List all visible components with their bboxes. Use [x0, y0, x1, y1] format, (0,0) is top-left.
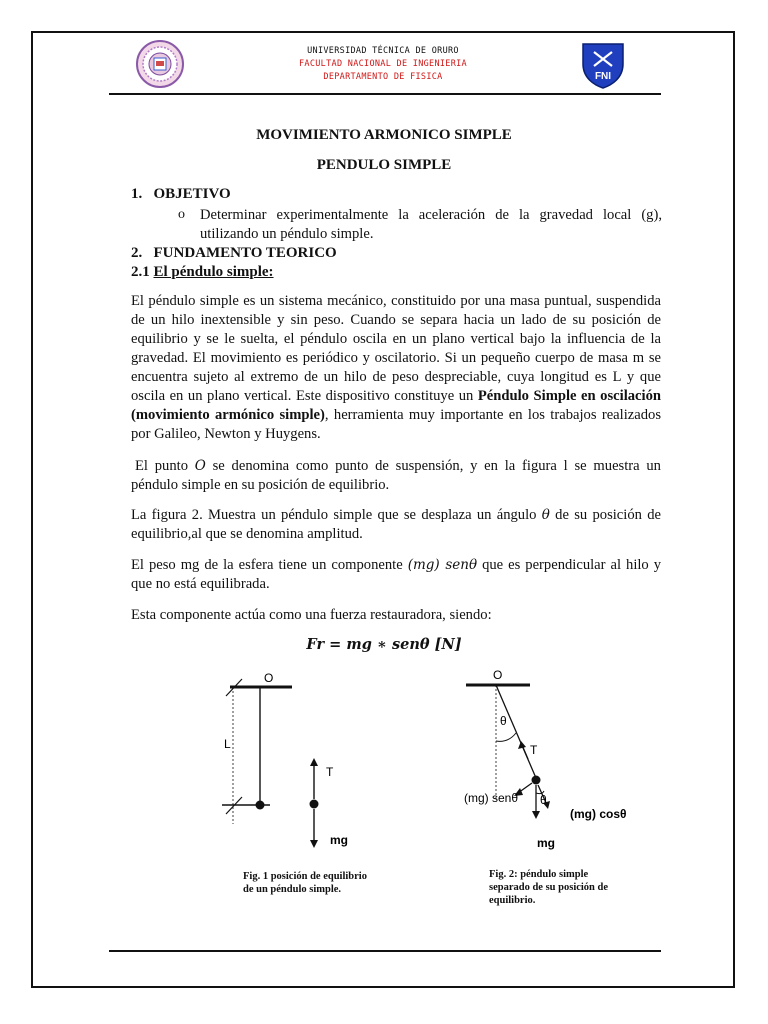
fig2-label-mgcos: (mg) cosθ — [570, 807, 627, 821]
section1-heading: 1. OBJETIVO — [131, 186, 231, 202]
figure-2-diagram — [450, 665, 640, 855]
mg-sen-symbol: (mg) senθ — [407, 557, 478, 573]
paragraph-4-text-a: El peso mg de la esfera tiene un componente — [131, 557, 408, 573]
paragraph-1-bold: Péndulo Simple en oscilación (movimiento armónico simple) — [131, 388, 661, 423]
fig1-tension-arrowhead — [310, 758, 318, 766]
header-faculty: FACULTAD NACIONAL DE INGENIERIA — [299, 59, 467, 69]
bullet-icon: o — [178, 207, 185, 222]
section2-1-heading — [131, 264, 274, 281]
fig2-label-theta: θ — [500, 714, 507, 728]
fig1-bob — [256, 801, 265, 810]
paragraph-4 — [131, 556, 661, 594]
header-university: UNIVERSIDAD TÉCNICA DE ORURO — [307, 46, 459, 56]
fig1-weight-arrowhead — [310, 840, 318, 848]
fig2-label-theta-2: θ — [540, 793, 547, 807]
section2-heading: 2. FUNDAMENTO TEORICO — [131, 245, 337, 261]
fig2-tension-arrowhead — [518, 741, 526, 749]
paragraph-3-text-a: La figura 2. Muestra un péndulo simple que se desplaza un ángulo — [131, 507, 542, 523]
point-o-symbol: O — [194, 458, 206, 474]
paragraph-1-text-a: El péndulo simple es un sistema mecánico, constituido por una masa puntual, suspendida de un hilo inextensible y sin peso. Cuando se separa hacia un lado de su posición de equilibrio y se le suelta, el péndulo oscila en un plano vertical bajo la influencia de la gravedad. El movimiento es periódico y oscilatorio. Si un pequeño cuerpo de masa m se encuentra sujeto al extremo de un hilo de peso despreciable, cuya longitud es L y que oscila en un plano vertical. Este dispositivo constituye un — [131, 293, 661, 404]
fig2-angle-arc — [496, 733, 516, 741]
fig2-string — [496, 685, 536, 778]
section2-1-title: El péndulo simple: — [153, 264, 274, 280]
paragraph-5: Esta componente actúa como una fuerza restauradora, siendo: — [131, 607, 492, 623]
figure-2-caption: Fig. 2: péndulo simple separado de su posición de equilibrio. — [489, 869, 609, 906]
theta-symbol: θ — [541, 507, 550, 523]
paragraph-1-text-b: , herramienta muy importante en los trabajos realizados por Galileo, Newton y Huygens. — [131, 407, 661, 442]
section2-1-number: 2.1 — [131, 264, 150, 280]
fig2-label-t: T — [530, 743, 538, 757]
paragraph-1 — [131, 292, 661, 444]
footer-rule — [109, 950, 661, 952]
fni-shield-logo — [578, 38, 628, 90]
paragraph-2 — [131, 457, 661, 495]
header-department: DEPARTAMENTO DE FISICA — [323, 72, 443, 82]
fig2-bob — [532, 776, 541, 785]
university-seal-logo — [133, 39, 187, 89]
fig1-weight-bob — [310, 800, 319, 809]
fig1-label-l: L — [224, 737, 231, 751]
fig1-label-t: T — [326, 765, 334, 779]
figure-1-caption: Fig. 1 posición de equilibrio de un péndulo simple. — [243, 871, 367, 895]
restoring-force-formula: Fr = mg ∗ senθ [N] — [306, 636, 462, 653]
fig2-label-mgsen: (mg) senθ — [464, 791, 519, 805]
paragraph-2-text-b: se denomina como punto de suspensión, y en la figura l se muestra un péndulo simple en su posición de equilibrio. — [131, 458, 661, 493]
fig1-label-o: O — [264, 671, 274, 685]
paragraph-3-text-b: de su posición de equilibrio,al que se denomina amplitud. — [131, 507, 661, 542]
fig2-label-o: O — [493, 668, 503, 682]
fig2-label-mg: mg — [537, 836, 555, 850]
paragraph-3 — [131, 506, 661, 544]
main-title: MOVIMIENTO ARMONICO SIMPLE — [256, 127, 512, 143]
fni-logo-text: FNI — [594, 71, 612, 82]
sub-title: PENDULO SIMPLE — [316, 157, 452, 173]
paragraph-2-text-a: El punto — [135, 458, 195, 474]
fig2-weight-arrowhead — [532, 811, 540, 819]
figure-1-diagram — [210, 668, 370, 858]
objective-text: Determinar experimentalmente la aceleración de la gravedad local (g), utilizando un péndulo simple. — [200, 207, 662, 242]
fig1-label-mg: mg — [330, 833, 348, 847]
paragraph-4-text-b: que es perpendicular al hilo y que no está equilibrada. — [131, 557, 662, 592]
header-rule — [109, 93, 661, 95]
